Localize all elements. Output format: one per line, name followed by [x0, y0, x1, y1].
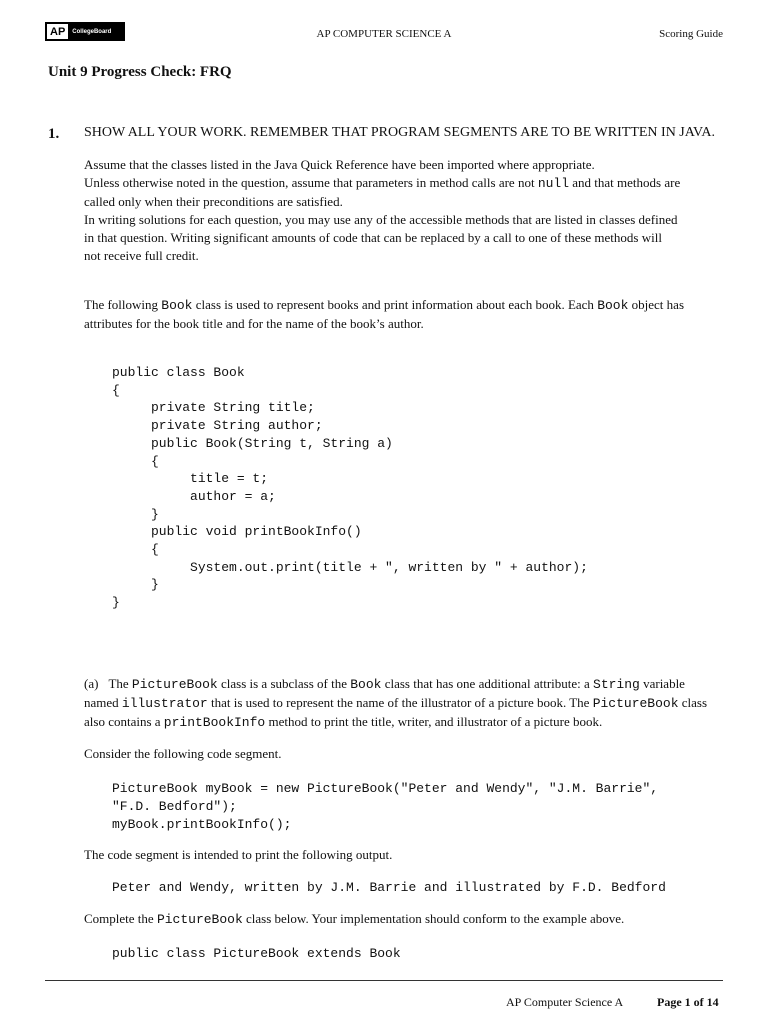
code-line: myBook.printBookInfo();	[112, 817, 292, 832]
code-line: PictureBook myBook = new PictureBook("Peter and Wendy", "J.M. Barrie",	[112, 781, 659, 796]
code-line: {	[112, 453, 159, 469]
code-line: author = a;	[112, 488, 276, 504]
code-null: null	[537, 176, 570, 191]
header-course-title: AP COMPUTER SCIENCE A	[316, 28, 452, 40]
instructions-line: Unless otherwise noted in the question, assume that parameters in method calls are not null and that methods are	[84, 175, 681, 191]
code-line: title = t;	[112, 471, 269, 487]
intro-paragraph	[84, 296, 724, 333]
code-printbookinfo: printBookInfo	[163, 715, 266, 730]
code-line: "F.D. Bedford");	[112, 799, 237, 814]
question-number: 1.	[48, 126, 60, 142]
instructions-line: called only when their preconditions are satisfied.	[84, 194, 343, 209]
part-a-label: (a)	[84, 676, 99, 691]
code-picturebook: PictureBook	[131, 677, 218, 692]
code-line: {	[112, 382, 120, 398]
code-line: public void printBookInfo()	[112, 524, 362, 540]
question-heading: SHOW ALL YOUR WORK. REMEMBER THAT PROGRAM SEGMENTS ARE TO BE WRITTEN IN JAVA.	[84, 125, 715, 140]
instructions-line: not receive full credit.	[84, 248, 199, 263]
code-line: public Book(String t, String a)	[112, 435, 393, 451]
code-line: {	[112, 542, 159, 558]
footer-divider	[45, 980, 723, 981]
code-picturebook: PictureBook	[592, 696, 679, 711]
code-line: }	[112, 577, 159, 593]
code-picturebook: PictureBook	[156, 912, 243, 927]
header-scoring-guide: Scoring Guide	[659, 28, 723, 40]
page-title: Unit 9 Progress Check: FRQ	[48, 64, 232, 80]
code-line: System.out.print(title + ", written by " + author);	[112, 559, 588, 575]
complete-instruction: Complete the PictureBook class below. Your implementation should conform to the example above.	[84, 911, 625, 927]
ap-logo-text: AP	[47, 24, 68, 39]
code-illustrator: illustrator	[121, 696, 208, 711]
instructions	[84, 156, 724, 265]
instructions-line: in that question. Writing significant amounts of code that can be replaced by a call to one of these methods will	[84, 230, 662, 245]
footer-page-number: Page 1 of 14	[657, 995, 719, 1009]
book-class-code	[112, 364, 588, 612]
output-intro-text: The code segment is intended to print the following output.	[84, 847, 393, 862]
part-a-line: (a) The PictureBook class is a subclass of the Book class that has one additional attribute: a String variable	[84, 676, 685, 692]
code-book: Book	[350, 677, 382, 692]
code-line: }	[112, 595, 120, 611]
code-string: String	[593, 677, 640, 692]
consider-text: Consider the following code segment.	[84, 746, 282, 761]
intro-line: attributes for the book title and for the name of the book’s author.	[84, 316, 424, 331]
part-a-line: also contains a printBookInfo method to print the title, writer, and illustrator of a picture book.	[84, 714, 603, 730]
code-segment	[112, 780, 658, 834]
code-book: Book	[597, 298, 629, 313]
part-a-paragraph	[84, 675, 724, 732]
intro-line: The following Book class is used to represent books and print information about each book. Each Book object has	[84, 297, 684, 313]
code-line: }	[112, 506, 159, 522]
picturebook-class-start: public class PictureBook extends Book	[112, 946, 401, 961]
code-book: Book	[161, 298, 193, 313]
footer-course: AP Computer Science A	[506, 995, 624, 1009]
part-a-line: named illustrator that is used to represent the name of the illustrator of a picture book. The PictureBook class	[84, 695, 708, 711]
expected-output: Peter and Wendy, written by J.M. Barrie and illustrated by F.D. Bedford	[112, 880, 666, 895]
code-line: private String title;	[112, 400, 315, 416]
collegeboard-logo-text: CollegeBoard	[72, 28, 112, 35]
instructions-line: Assume that the classes listed in the Java Quick Reference have been imported where appropriate.	[84, 157, 595, 172]
code-line: private String author;	[112, 418, 323, 434]
code-line: public class Book	[112, 365, 245, 380]
instructions-line: In writing solutions for each question, you may use any of the accessible methods that are listed in classes defined	[84, 212, 678, 227]
